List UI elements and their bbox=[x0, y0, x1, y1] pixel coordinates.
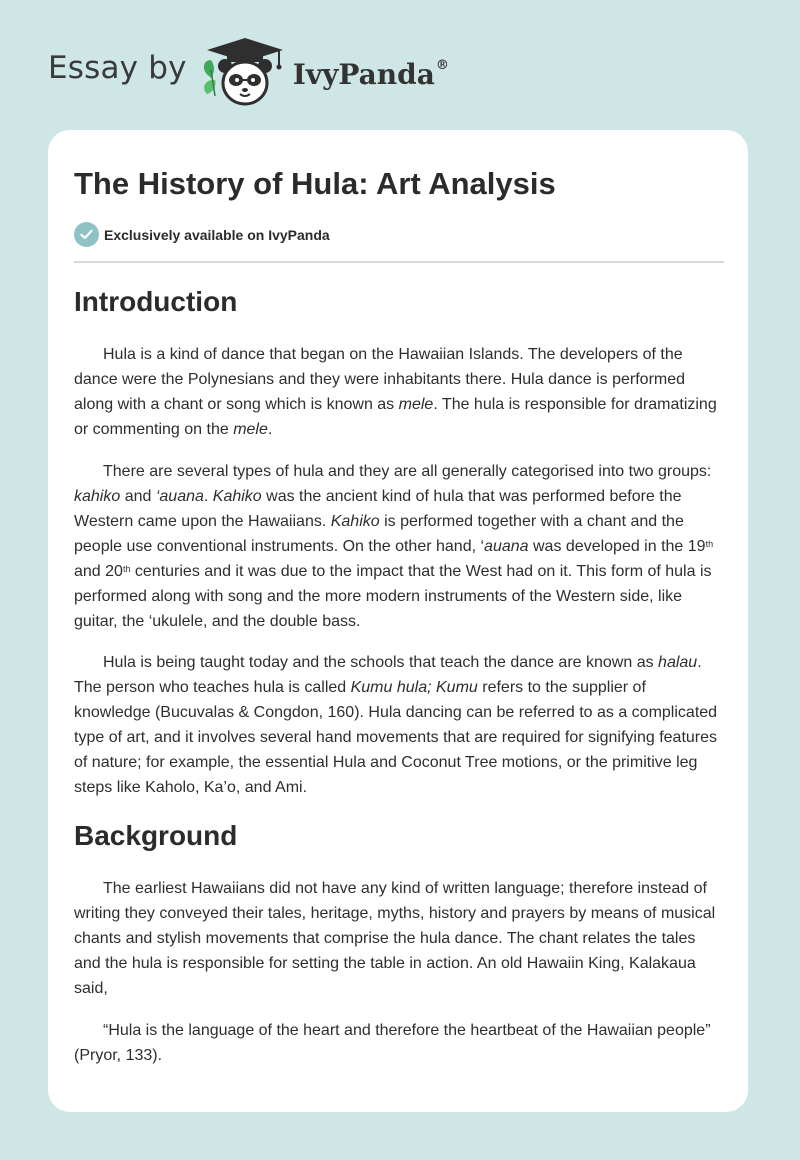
divider bbox=[74, 261, 724, 263]
text-run: refers to the supplier of knowledge (Bucuvalas & Congdon, 160). Hula dancing can be referred to as a complicated type of art, and it involves several hand movements that are required for signifying features of nature; for example, the essential Hula and Coconut Tree motions, or the primitive leg steps like Kaholo, Ka’o, and Ami. bbox=[74, 679, 718, 796]
paragraph bbox=[74, 876, 724, 1001]
essay-title: The History of Hula: Art Analysis bbox=[74, 166, 556, 201]
text-run: . bbox=[267, 421, 273, 438]
text-run: Hula is a kind of dance that began on the Hawaiian Islands. The developers of the dance were the Polynesians and they were inhabitants there. Hula dance is performed along with a chant or song which is known as bbox=[74, 346, 686, 413]
site-header bbox=[48, 36, 449, 108]
text-run: is performed together with a chant and the people use conventional instruments. On the other hand, ‘ bbox=[74, 513, 684, 555]
italic-term: Kumu hula; Kumu bbox=[350, 679, 478, 696]
text-run: was the ancient kind of hula that was performed before the Western came upon the Hawaiians. bbox=[74, 488, 682, 530]
section-heading-introduction: Introduction bbox=[74, 286, 238, 317]
italic-term: kahiko bbox=[74, 488, 121, 505]
text-run: and 20 bbox=[74, 563, 123, 580]
italic-term: ‘auana bbox=[155, 488, 204, 505]
text-run: Hula is being taught today and the schools that teach the dance are known as bbox=[103, 654, 659, 671]
essay-by-label: Essay by bbox=[48, 50, 187, 86]
paragraph bbox=[74, 459, 724, 634]
text-run: . bbox=[203, 488, 213, 505]
essay-card bbox=[48, 130, 748, 1112]
ordinal-suffix: th bbox=[705, 539, 714, 549]
ordinal-suffix: th bbox=[122, 564, 131, 574]
text-run: centuries and it was due to the impact that the West had on it. This form of hula is performed along with song and the more modern instruments of the Western side, like guitar, the ‘ukulele, and the double bass. bbox=[74, 563, 712, 630]
text-run: and bbox=[120, 488, 156, 505]
exclusive-label: Exclusively available on IvyPanda bbox=[104, 226, 330, 243]
text-run: was developed in the 19 bbox=[528, 538, 706, 555]
text-run: . The hula is responsible for dramatizing or commenting on the bbox=[74, 396, 717, 438]
registered-mark: ® bbox=[435, 58, 449, 74]
quote-paragraph bbox=[74, 1018, 724, 1068]
italic-term: mele bbox=[233, 421, 268, 438]
text-run: The earliest Hawaiians did not have any kind of written language; therefore instead of writing they conveyed their tales, heritage, myths, history and prayers by means of musical chants and stylish movements that comprise the hula dance. The chant relates the tales and the hula is responsible for setting the table in action. An old Hawaiin King, Kalakaua said, bbox=[74, 880, 716, 997]
italic-term: mele bbox=[398, 396, 434, 413]
paragraph bbox=[74, 342, 724, 442]
paragraph bbox=[74, 650, 724, 800]
italic-term: auana bbox=[484, 538, 529, 555]
exclusive-badge bbox=[74, 222, 330, 247]
panda-logo-icon[interactable] bbox=[199, 36, 291, 108]
italic-term: halau bbox=[658, 654, 698, 671]
italic-term: Kahiko bbox=[330, 513, 380, 530]
brand-name-text: IvyPanda bbox=[292, 57, 435, 91]
text-run: There are several types of hula and they are all generally categorised into two groups: bbox=[103, 463, 712, 480]
italic-term: Kahiko bbox=[212, 488, 262, 505]
text-run: . The person who teaches hula is called bbox=[74, 654, 702, 696]
check-circle-icon bbox=[74, 222, 99, 247]
ivypanda-wordmark[interactable] bbox=[293, 58, 449, 91]
text-run: “Hula is the language of the heart and therefore the heartbeat of the Hawaiian people” (Pryor, 133). bbox=[74, 1022, 711, 1064]
section-heading-background: Background bbox=[74, 820, 238, 851]
